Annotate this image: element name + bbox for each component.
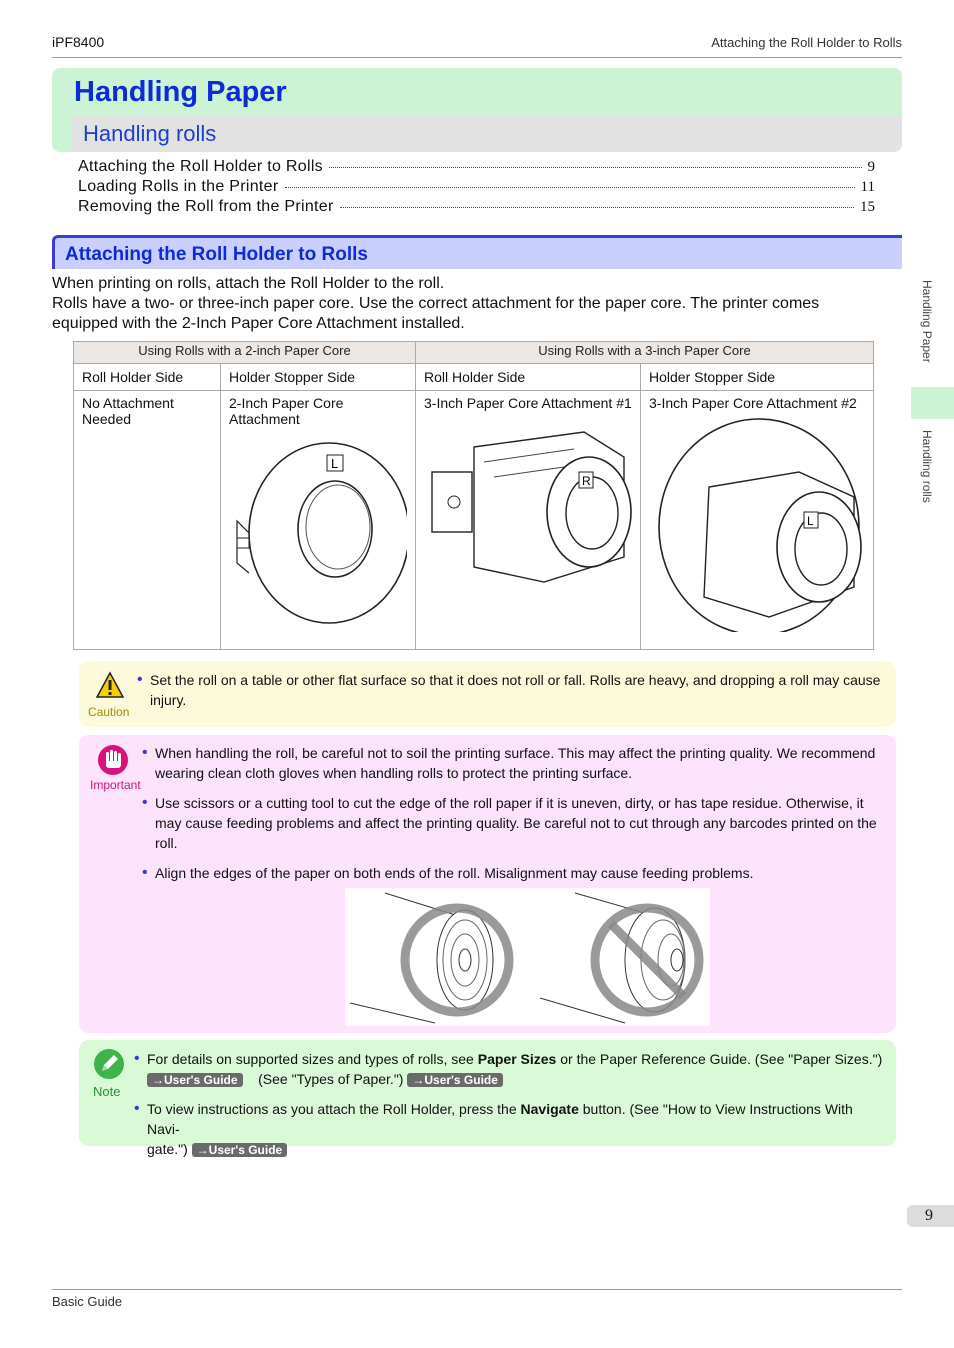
note-label: Note bbox=[93, 1084, 121, 1099]
side-tab-handling-rolls[interactable] bbox=[920, 430, 940, 530]
note-line bbox=[134, 1069, 889, 1089]
header-section: Attaching the Roll Holder to Rolls bbox=[711, 35, 902, 50]
note-bullet-1 bbox=[134, 1049, 889, 1089]
side-tab-label: Handling rolls bbox=[920, 430, 934, 503]
page-subtitle: Handling rolls bbox=[83, 121, 217, 146]
title-box bbox=[52, 68, 902, 152]
page-number-box bbox=[907, 1205, 954, 1227]
important-bullet-1 bbox=[142, 743, 887, 783]
important-bullet-2 bbox=[142, 793, 887, 853]
note-pencil-icon bbox=[93, 1048, 125, 1080]
bullet-dot: • bbox=[134, 1050, 140, 1067]
important-bullet-3 bbox=[142, 863, 887, 883]
side-tab-marker bbox=[911, 387, 954, 419]
note-text: (See "Types of Paper.") bbox=[258, 1071, 404, 1087]
roll-alignment-image bbox=[345, 888, 710, 1026]
toc-page: 15 bbox=[860, 199, 875, 215]
toc-page: 9 bbox=[867, 159, 875, 175]
table-col-header: Roll Holder Side bbox=[74, 364, 221, 391]
table-group-3inch: Using Rolls with a 3-inch Paper Core bbox=[416, 342, 874, 364]
important-line: may cause feeding problems and affect the printing quality. Be careful not to cut through any barcodes printed on the bbox=[155, 815, 877, 831]
table-col-header: Holder Stopper Side bbox=[641, 364, 874, 391]
caution-box bbox=[79, 661, 896, 727]
toc-item-loading[interactable] bbox=[78, 178, 875, 196]
attachment-3inch-1-image bbox=[424, 417, 632, 617]
important-line: Use scissors or a cutting tool to cut the edge of the roll paper if it is uneven, dirty, or has tape residue. Otherwise, it bbox=[155, 795, 864, 811]
side-tab-label: Handling Paper bbox=[920, 280, 934, 363]
important-box bbox=[79, 735, 896, 1033]
letter-mark: L bbox=[807, 514, 814, 528]
paper-sizes-link[interactable]: Paper Sizes bbox=[477, 1051, 557, 1067]
side-tab-handling-paper[interactable] bbox=[920, 280, 940, 380]
important-label: Important bbox=[90, 778, 141, 792]
toc-label: Attaching the Roll Holder to Rolls bbox=[78, 158, 323, 175]
table-cell bbox=[74, 391, 221, 650]
note-text: For details on supported sizes and types of rolls, see bbox=[147, 1051, 478, 1067]
caution-icon bbox=[95, 671, 125, 699]
note-text: or the Paper Reference Guide. (See "Paper Sizes.") bbox=[556, 1051, 883, 1067]
header-divider bbox=[52, 57, 902, 58]
table-col-header: Holder Stopper Side bbox=[221, 364, 416, 391]
important-line: Align the edges of the paper on both ends of the roll. Misalignment may cause feeding problems. bbox=[155, 865, 754, 881]
caution-line-1: Set the roll on a table or other flat surface so that it does not roll or fall. Rolls are heavy, and dropping a roll may cause bbox=[150, 672, 881, 688]
page-title: Handling Paper bbox=[74, 76, 287, 108]
users-guide-button[interactable]: →User's Guide bbox=[407, 1073, 503, 1087]
intro-line-1: When printing on rolls, attach the Roll Holder to the roll. bbox=[52, 275, 445, 292]
note-line bbox=[134, 1099, 889, 1139]
table-col-header: Roll Holder Side bbox=[416, 364, 641, 391]
table-cell bbox=[221, 391, 416, 650]
footer-divider bbox=[52, 1289, 902, 1290]
intro-line-2: Rolls have a two- or three-inch paper core. Use the correct attachment for the paper core. The printer comes bbox=[52, 295, 820, 312]
important-hand-icon bbox=[97, 743, 129, 777]
bullet-dot: • bbox=[142, 744, 148, 761]
caution-bullet bbox=[137, 670, 887, 710]
attachment-2inch-image bbox=[229, 433, 407, 633]
note-line bbox=[134, 1049, 889, 1069]
section-heading: Attaching the Roll Holder to Rolls bbox=[65, 244, 368, 265]
note-text: gate.") bbox=[147, 1141, 188, 1157]
toc-dots bbox=[340, 207, 854, 208]
note-line bbox=[134, 1139, 889, 1159]
attachment-3inch-2-image bbox=[649, 417, 865, 632]
toc-label: Loading Rolls in the Printer bbox=[78, 178, 279, 195]
users-guide-button[interactable]: →User's Guide bbox=[192, 1143, 288, 1157]
toc-page: 11 bbox=[860, 179, 875, 195]
toc-item-removing[interactable] bbox=[78, 198, 875, 216]
caution-label: Caution bbox=[88, 705, 130, 719]
intro-line-3: equipped with the 2-Inch Paper Core Attachment installed. bbox=[52, 315, 465, 332]
section-heading-bar bbox=[52, 235, 902, 269]
important-line: wearing clean cloth gloves when handling rolls to protect the printing surface. bbox=[155, 765, 633, 781]
note-bullet-2 bbox=[134, 1099, 889, 1159]
note-text: To view instructions as you attach the Roll Holder, press the bbox=[147, 1101, 521, 1117]
bullet-dot: • bbox=[142, 864, 148, 881]
toc-item-attaching[interactable] bbox=[78, 158, 875, 176]
header-model: iPF8400 bbox=[52, 34, 105, 50]
table-group-2inch: Using Rolls with a 2-inch Paper Core bbox=[74, 342, 416, 364]
attachment-table bbox=[73, 341, 874, 650]
cell-label: 3-Inch Paper Core Attachment #2 bbox=[649, 395, 857, 411]
toc-dots bbox=[329, 167, 862, 168]
bullet-dot: • bbox=[142, 794, 148, 811]
users-guide-button[interactable]: →User's Guide bbox=[147, 1073, 243, 1087]
toc-label: Removing the Roll from the Printer bbox=[78, 198, 334, 215]
letter-mark: L bbox=[331, 456, 339, 471]
table-cell bbox=[416, 391, 641, 650]
important-line: roll. bbox=[155, 835, 178, 851]
note-text: button. (See "How to View Instructions With Navi- bbox=[147, 1101, 853, 1137]
cell-label: 2-Inch Paper Core Attachment bbox=[229, 395, 344, 427]
navigate-button-ref: Navigate bbox=[520, 1101, 579, 1117]
cell-label: No Attachment Needed bbox=[82, 395, 174, 427]
table-cell bbox=[641, 391, 874, 650]
letter-mark: R bbox=[582, 474, 591, 488]
footer-text: Basic Guide bbox=[52, 1294, 123, 1309]
bullet-dot: • bbox=[137, 671, 143, 688]
bullet-dot: • bbox=[134, 1100, 140, 1117]
page-number: 9 bbox=[925, 1207, 933, 1224]
important-line: When handling the roll, be careful not to soil the printing surface. This may affect the printing quality. We recommend bbox=[155, 745, 876, 761]
subtitle-bar bbox=[72, 115, 902, 152]
note-box bbox=[79, 1040, 896, 1157]
cell-label: 3-Inch Paper Core Attachment #1 bbox=[424, 395, 632, 411]
toc-dots bbox=[285, 187, 855, 188]
caution-line-2: injury. bbox=[150, 692, 187, 708]
